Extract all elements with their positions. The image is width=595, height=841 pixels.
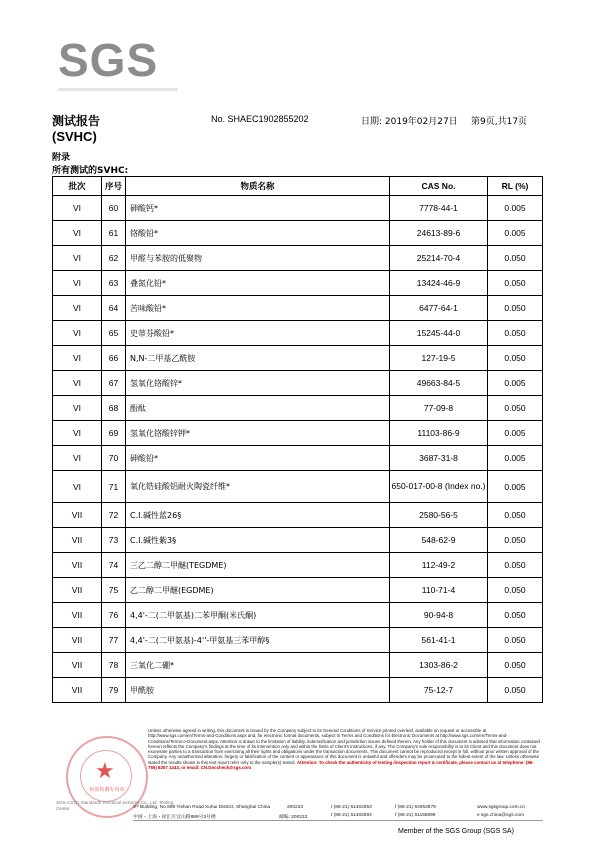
substance-cell: 乙二醇二甲醚(EGDME) <box>126 578 390 603</box>
address-en: 3ʳᵈ Building, No.889 Yishan Road Xuhui District, Shanghai China <box>133 805 271 810</box>
table-row <box>53 196 543 221</box>
rl-cell: 0.050 <box>488 653 543 678</box>
batch-cell: VI <box>53 396 102 421</box>
no-cell: 70 <box>102 446 126 471</box>
cas-cell: 49663-84-5 <box>390 371 488 396</box>
table-row <box>53 421 543 446</box>
cas-cell: 6477-64-1 <box>390 296 488 321</box>
substance-cell: 砷酸铅* <box>126 446 390 471</box>
terms-text: Unless otherwise agreed in writing, this document is issued by the Company subject to its General Conditions of Service printed overleaf, available on request or accessible at http://www.sgs.com/en/Terms-and-Conditions.aspx and, for electronic format documents, subject to Terms and Conditions for Electronic Documents at http://www.sgs.com/en/Terms-and-Conditions/Terms-e-Document.aspx. Attention is drawn to the limitation of liability, indemnification and jurisdiction issues defined therein. Any holder of this document is advised that information contained hereon reflects the Company's findings at the time of its intervention only and within the limits of Client's instructions, if any. The Company's sole responsibility is to its Client and this document does not exonerate parties to a transaction from exercising all their rights and obligations under the transaction documents. This document cannot be reproduced except in full, without prior written approval of the Company. Any unauthorized alteration, forgery or falsification of the content or appearance of this document is unlawful and offenders may be prosecuted to the fullest extent of the law. Unless otherwise stated the results shown in this test report refer only to the sample(s) tested. <box>148 728 540 765</box>
svhc-table <box>52 176 543 703</box>
batch-cell: VI <box>53 446 102 471</box>
cas-cell: 25214-70-4 <box>390 246 488 271</box>
table-row <box>53 503 543 528</box>
rl-cell: 0.050 <box>488 296 543 321</box>
cas-cell: 110-71-4 <box>390 578 488 603</box>
col-header-no: 序号 <box>102 177 126 196</box>
table-row <box>53 528 543 553</box>
phone-cn: t (86-21) 61402594 <box>331 813 372 818</box>
table-row <box>53 221 543 246</box>
rl-cell: 0.050 <box>488 246 543 271</box>
seal-text: 检验检测专用章 <box>89 787 125 793</box>
no-cell: 79 <box>102 678 126 703</box>
no-cell: 77 <box>102 628 126 653</box>
fax-cn: f (86-21) 61156899 <box>395 813 436 818</box>
cas-cell: 77-09-8 <box>390 396 488 421</box>
substance-cell: 三乙二醇二甲醚(TEGDME) <box>126 553 390 578</box>
fax-en: f (86-21) 64953679 <box>395 805 436 810</box>
no-cell: 61 <box>102 221 126 246</box>
report-date: 日期: 2019年02月27日 <box>361 117 458 127</box>
batch-cell: VI <box>53 271 102 296</box>
cas-cell: 650-017-00-8 (Index no.) <box>390 471 488 503</box>
batch-cell: VII <box>53 628 102 653</box>
batch-cell: VII <box>53 678 102 703</box>
batch-cell: VII <box>53 528 102 553</box>
address-cn: 中国・上海・徐汇区宜山路889号3号楼 <box>133 815 216 820</box>
substance-cell: 铬酸铅* <box>126 221 390 246</box>
batch-cell: VII <box>53 553 102 578</box>
member-text: Member of the SGS Group (SGS SA) <box>398 828 514 835</box>
substance-cell: 氢氧化铬酸锌钾* <box>126 421 390 446</box>
col-header-substance: 物质名称 <box>126 177 390 196</box>
cas-cell: 15245-44-0 <box>390 321 488 346</box>
rl-cell: 0.050 <box>488 578 543 603</box>
cas-cell: 11103-86-9 <box>390 421 488 446</box>
rl-cell: 0.050 <box>488 346 543 371</box>
table-row <box>53 321 543 346</box>
col-header-cas: CAS No. <box>390 177 488 196</box>
cas-cell: 7778-44-1 <box>390 196 488 221</box>
substance-cell: C.I.碱性蓝26§ <box>126 503 390 528</box>
substance-cell: 史蒂芬酸铅* <box>126 321 390 346</box>
report-number: No. SHAEC1902855202 <box>211 114 309 124</box>
rl-cell: 0.050 <box>488 528 543 553</box>
no-cell: 74 <box>102 553 126 578</box>
postcode-cn: 邮编: 200233 <box>279 815 308 820</box>
cas-cell: 2580-56-5 <box>390 503 488 528</box>
substance-cell: 叠氮化铅* <box>126 271 390 296</box>
rl-cell: 0.050 <box>488 396 543 421</box>
batch-cell: VI <box>53 246 102 271</box>
table-row <box>53 396 543 421</box>
rl-cell: 0.005 <box>488 221 543 246</box>
cas-cell: 112-49-2 <box>390 553 488 578</box>
col-header-rl: RL (%) <box>488 177 543 196</box>
sgs-logo <box>58 34 162 94</box>
batch-cell: VI <box>53 296 102 321</box>
substance-cell: 酚酞 <box>126 396 390 421</box>
rl-cell: 0.005 <box>488 371 543 396</box>
no-cell: 73 <box>102 528 126 553</box>
substance-cell: 甲酰胺 <box>126 678 390 703</box>
website: www.sgsgroup.com.cn <box>477 805 525 810</box>
no-cell: 69 <box>102 421 126 446</box>
no-cell: 68 <box>102 396 126 421</box>
cas-cell: 24613-89-6 <box>390 221 488 246</box>
substance-cell: 三氧化二硼* <box>126 653 390 678</box>
batch-cell: VI <box>53 321 102 346</box>
rl-cell: 0.050 <box>488 321 543 346</box>
no-cell: 75 <box>102 578 126 603</box>
no-cell: 64 <box>102 296 126 321</box>
no-cell: 62 <box>102 246 126 271</box>
batch-cell: VI <box>53 371 102 396</box>
cas-cell: 127-19-5 <box>390 346 488 371</box>
batch-cell: VI <box>53 471 102 503</box>
cas-cell: 75-12-7 <box>390 678 488 703</box>
table-row <box>53 628 543 653</box>
table-header-row <box>53 177 543 196</box>
logo-text: SGS <box>58 34 159 86</box>
batch-cell: VI <box>53 196 102 221</box>
table-row <box>53 471 543 503</box>
rl-cell: 0.005 <box>488 471 543 503</box>
report-subtitle: (SVHC) <box>52 129 97 144</box>
cas-cell: 561-41-1 <box>390 628 488 653</box>
batch-cell: VII <box>53 603 102 628</box>
cas-cell: 3687-31-8 <box>390 446 488 471</box>
table-row <box>53 371 543 396</box>
page-info: 第9页,共17页 <box>471 117 528 127</box>
batch-cell: VI <box>53 346 102 371</box>
tested-svhc-heading: 所有测试的SVHC: <box>52 166 129 176</box>
company-stamp-text: SGS-CSTC Standards Technical Services Co., Ltd. Testing Center <box>56 800 174 811</box>
batch-cell: VII <box>53 653 102 678</box>
substance-cell: 4,4'-二(二甲氨基)-4''-甲氨基三苯甲醇§ <box>126 628 390 653</box>
star-icon: ★ <box>95 758 115 783</box>
col-header-batch: 批次 <box>53 177 102 196</box>
table-row <box>53 603 543 628</box>
substance-cell: 苦味酸铅* <box>126 296 390 321</box>
rl-cell: 0.050 <box>488 271 543 296</box>
table-row <box>53 346 543 371</box>
substance-cell: 氧化锆硅酸铝耐火陶瓷纤维* <box>126 471 390 503</box>
no-cell: 67 <box>102 371 126 396</box>
rl-cell: 0.050 <box>488 503 543 528</box>
rl-cell: 0.050 <box>488 678 543 703</box>
rl-cell: 0.005 <box>488 421 543 446</box>
batch-cell: VI <box>53 221 102 246</box>
batch-cell: VII <box>53 503 102 528</box>
cas-cell: 548-62-9 <box>390 528 488 553</box>
substance-cell: C.I.碱性紫3§ <box>126 528 390 553</box>
table-row <box>53 678 543 703</box>
rl-cell: 0.050 <box>488 628 543 653</box>
email: e sgs.china@sgs.com <box>477 813 524 818</box>
rl-cell: 0.005 <box>488 196 543 221</box>
substance-cell: 甲醛与苯胺的低聚物 <box>126 246 390 271</box>
attention-text: Attention: To check the authenticity of testing /inspection report & certificate, please contact us at telephone: (86-755) 8307 1443, or email: CN.Doccheck@sgs.com <box>148 759 534 771</box>
cas-cell: 13424-46-9 <box>390 271 488 296</box>
table-row <box>53 246 543 271</box>
cas-cell: 90-94-8 <box>390 603 488 628</box>
no-cell: 60 <box>102 196 126 221</box>
rl-cell: 0.050 <box>488 553 543 578</box>
table-row <box>53 653 543 678</box>
batch-cell: VI <box>53 421 102 446</box>
table-row <box>53 578 543 603</box>
postcode-en: 200233 <box>287 805 304 810</box>
rl-cell: 0.005 <box>488 446 543 471</box>
table-row <box>53 446 543 471</box>
no-cell: 66 <box>102 346 126 371</box>
no-cell: 71 <box>102 471 126 503</box>
logo-underline <box>58 88 178 91</box>
no-cell: 72 <box>102 503 126 528</box>
no-cell: 63 <box>102 271 126 296</box>
no-cell: 76 <box>102 603 126 628</box>
cas-cell: 1303-86-2 <box>390 653 488 678</box>
table-row <box>53 296 543 321</box>
report-title: 测试报告 <box>52 114 101 128</box>
terms-fine-print <box>148 728 542 770</box>
substance-cell: 氢氧化铬酸锌* <box>126 371 390 396</box>
no-cell: 78 <box>102 653 126 678</box>
batch-cell: VII <box>53 578 102 603</box>
phone-en: t (86-21) 61402553 <box>331 805 372 810</box>
table-row <box>53 553 543 578</box>
table-row <box>53 271 543 296</box>
appendix-heading: 附录 <box>52 153 71 163</box>
substance-cell: 4,4'-二(二甲氨基)二苯甲酮(米氏酮) <box>126 603 390 628</box>
rl-cell: 0.050 <box>488 603 543 628</box>
no-cell: 65 <box>102 321 126 346</box>
substance-cell: N,N-二甲基乙酰胺 <box>126 346 390 371</box>
footer-divider <box>133 820 543 821</box>
substance-cell: 砷酸钙* <box>126 196 390 221</box>
